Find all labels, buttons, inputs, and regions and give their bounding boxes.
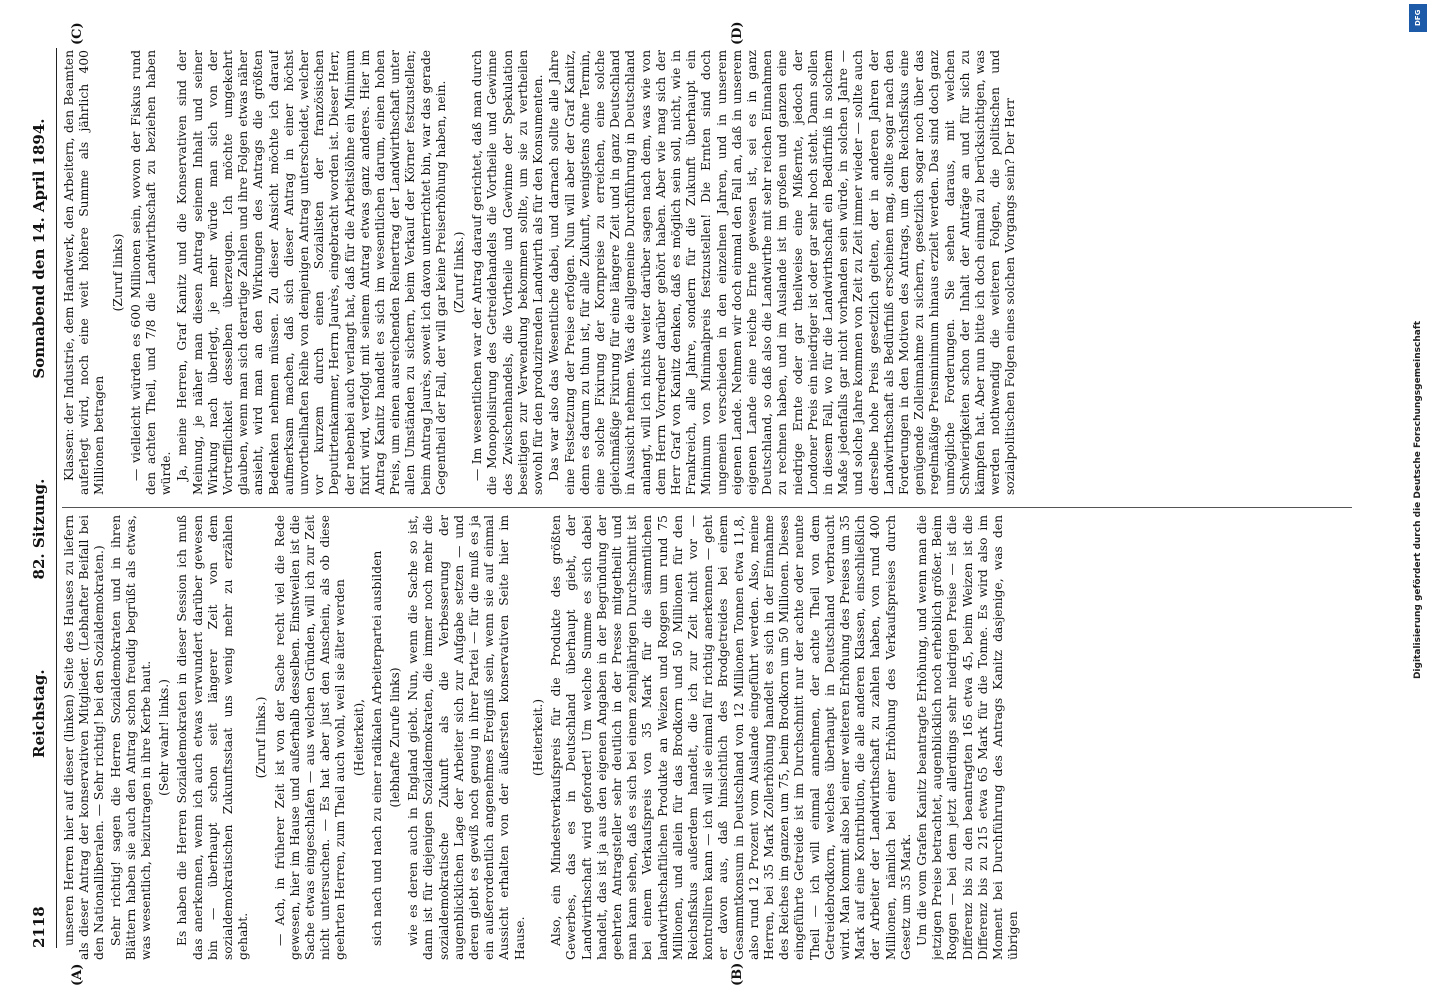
margin-marker-d: (D) xyxy=(730,21,745,45)
left-column-paragraph: — Ach, in früherer Zeit ist von der Sache recht viel die Rede gewesen, hier im Hause und außerhalb desselben. Einstweilen ist die Sache etwas eingeschlafen — aus welchen Gründen, will ich zur Zeit nicht untersuchen. — Es hat aber just den Anschein, als ob diese geehrten Herren, zum Theil auch wohl, weil sie älter werden xyxy=(272,515,348,960)
margin-marker-b: (B) xyxy=(730,962,745,986)
left-column-interjection: (Heiterkeit), xyxy=(351,698,366,777)
left-text-column xyxy=(62,515,1402,960)
left-column-paragraph: Sehr richtig! sagen die Herren Sozialdemokraten und in ihren Blättern haben sie auch den Antrag schon freudig begrüßt als etwas, was wesentlich, beizutragen in ihre Kerbe haut. xyxy=(108,515,154,960)
margin-marker-a: (A) xyxy=(70,963,85,986)
margin-marker-c: (C) xyxy=(70,22,85,45)
right-column-interjection: (Zuruf links) xyxy=(110,233,125,312)
left-column-interjection: (Zuruf links.) xyxy=(254,696,269,779)
column-divider xyxy=(62,507,1352,508)
left-column-paragraph: Um die vom Grafen Kanitz beantragte Erhöhung, und wenn man die jetzigen Preise betrachtet, augenblicklich noch erheblich größer. Beim Roggen — bei dem jetzt allerdings sehr niedrigen Preise — ist die Differenz bis zu den beantragten 165 etwa 45, beim Weizen ist die Differenz bis zu 215 etwa 65 Mark für die Tonne. Es wird also im Moment bei Durchführung des Antrags Kanitz dasjenige, was den übrigen xyxy=(914,515,1021,960)
dfg-logo-badge: DFG xyxy=(1409,4,1427,32)
header-date: Sonnabend den 14. April 1894. xyxy=(30,118,48,379)
left-column-paragraph: unseren Herren hier auf dieser (linken) Seite des Hauses zu liefern als dieser Antrag der konservativen Mitglieder. (Lebhafter Beifall bei den Nationalliberalen. — Sehr richtig! bei den Sozialdemokraten.) xyxy=(62,515,107,960)
header-rule xyxy=(56,48,57,948)
digitization-credit-text: Digitalisierung gefördert durch die Deutsche Forschungsgemeinschaft xyxy=(1413,320,1423,680)
right-column-paragraph: Klassen: der Industrie, dem Handwerk, den Arbeitern, den Beamten auferlegt wird, noch eine weit höhere Summe als jährlich 400 Millionen betragen xyxy=(62,50,107,495)
left-column-paragraph: wie es deren auch in England giebt. Nun, wenn die Sache so ist, dann ist für diejenigen Sozialdemokraten, die immer noch mehr die sozialdemokratische Zukunft als die Verbesserung der augenblicklichen Lage der Arbeiter sich zur Aufgabe setzen — und deren giebt es gewiß noch genug in ihrer Partei — für die muß es ja ein außerordentlich angenehmes Ereigniß sein, wenn sie auf einmal Aussicht erhalten von der äußersten konservativen Seite hier im Hause. xyxy=(406,515,527,960)
right-text-column xyxy=(62,50,1402,495)
left-column-interjection: (Sehr wahr! links.) xyxy=(157,679,172,796)
right-column-paragraph: — vielleicht würden es 600 Millionen sein, wovon der Fiskus rund den achten Theil, und 7/8 die Landwirthschaft zu beziehen haben würde. xyxy=(128,50,174,495)
header-session: 82. Sitzung. xyxy=(30,478,48,580)
left-column-interjection: (lebhafte Zurufe links) xyxy=(388,667,403,808)
right-column-interjection: (Zuruf links.) xyxy=(452,231,467,314)
left-column-paragraph: sich nach und nach zu einer radikalen Arbeiterpartei ausbilden xyxy=(369,550,384,946)
right-column-paragraph: Ja, meine Herren, Graf Kanitz und die Konservativen sind der Meinung, je näher man diesen Antrag seinem Inhalt und seiner Wirkung nach überlegt, je mehr würde man sich von der Vortrefflichkeit desselben überzeugen. Ich möchte umgekehrt glauben, wenn man sich derartige Zahlen und ihre Folgen etwas näher ansieht, wird man an den Wirkungen des Antrags die größten Bedenken nehmen müssen. Zu dieser Ansicht möchte ich darauf aufmerksam machen, daß sich dieser Antrag in einer höchst unvortheilhaften Reihe von demjenigen Antrag unterscheidet, welcher vor kurzem durch einen Sozialisten der französischen Deputirtenkammer, Herrn Jaurès, eingebracht worden ist. Dieser Herr, der nebenbei auch verlangt hat, daß für die Arbeitslöhne ein Minimum fixirt wird, verfolgt mit seinem Antrag etwas ganz anderes. Hier im Antrag Kanitz handelt es sich im wesentlichen darum, einen hohen Preis, um einen ausreichenden Reinertrag der Landwirthschaft unter allen Umständen zu sichern, beim Verkauf der Körner festzustellen; beim Antrag Jaurès, soweit ich davon unterrichtet bin, war das gerade Gegentheil der Fall, der will gar keine Preiserhöhung haben, nein. xyxy=(175,50,448,495)
page-number: 2118 xyxy=(30,906,48,948)
right-column-paragraph: Das war also das Wesentliche dabei, und darnach sollte alle Jahre eine Festsetzung der Preise erfolgen. Nun will aber der Graf Kanitz, denn es darum zu thun ist, für alle Zukunft, wenigstens ohne Termin, eine solche Fixirung der Kornpreise zu erreichen, eine solche gleichmäßige Fixirung für eine längere Zeit und in ganz Deutschland in Aussicht nehmen. Was die allgemeine Durchführung in Deutschland anlangt, will ich nichts weiter darüber sagen nach dem, was wie von dem Herrn Vorredner darüber gehört haben. Aber wie mag sich der Herr Graf von Kanitz denken, daß es möglich sein soll, nicht, wie in Frankreich, alle Jahre, sondern für die Zukunft überhaupt ein Minimum von Minimalpreis festzustellen! Die Ernten sind doch ungemein verschieden in den einzelnen Jahren, und in unserem eigenen Lande. Nehmen wir doch einmal den Fall an, daß in unserem eigenen Lande eine reiche Ernte gewesen ist, sei es in ganz Deutschland, so daß also die Landwirthe mit sehr reichen Einnahmen zu rechnen haben, und im Auslande ist im großen und ganzen eine niedrige Ernte oder gar theilweise eine Mißernte, jedoch der Londoner Preis ein niedriger ist oder gar sehr hoch steht. Dann sollen in diesem Fall, wo für die Landwirthschaft ein Bedürfniß in solchem Maße jedenfalls gar nicht vorhanden sein würde, in solchen Jahre — und solche Jahre kommen von Zeit zu Zeit immer wieder — sollte auch derselbe hohe Preis gesetzlich gelten, der in anderen Jahren der Landwirthschaft als Bedürfniß erscheinen mag, sollte sogar nach den Forderungen in den Motiven des Antrags, um dem Reichsfiskus eine genügende Zolleinnahme zu sichern, gesetzlich sogar noch über das regelmäßige Preisminimum hinaus erzielt werden. Das sind doch ganz unmögliche Forderungen. Sie sehen daraus, mit welchen Schwierigkeiten schon der Inhalt der Anträge an und für sich zu kämpfen hat. Aber nun bitte ich doch einmal zu berücksichtigen, was werden nothwendig die weiteren Folgen, die politischen und sozialpolitischen Folgen eines solchen Vorgangs sein? Der Herr xyxy=(547,50,1018,495)
left-column-paragraph: Also, ein Mindestverkaufspreis für die Produkte des größten Gewerbes, das es in Deutschland überhaupt giebt, der Landwirthschaft wird gefordert! Um welche Summe es sich dabei handelt, das ist ja aus den eigenen Angaben in der Begründung der geehrten Antragsteller sehr deutlich in der Presse mitgetheilt und man kann sehen, daß es sich bei einem zehnjährigen Durchschnitt ist bei einem Verkaufspreis von 35 Mark für die sämmtlichen landwirthschaftlichen Produkte an Weizen und Roggen um rund 75 Millionen, und allein für das Brodkorn und 50 Millionen für den Reichsfiskus außerdem handelt, die ich zur Zeit nicht vor — kontrolliren kann — ich will sie einmal für richtig anerkennen — geht er davon aus, daß hinsichtlich des Brodgetreides bei einem Gesammtkonsum in Deutschland von 12 Millionen Tonnen etwa 11,8, also rund 12 Prozent vom Auslande eingeführt werden. Also, meine Herren, bei 35 Mark Zollerhöhung handelt es sich in der Einnahme des Reiches im ganzen um 75, beim Brodkorn um 50 Millionen. Dieses eingeführte Getreide ist im Durchschnitt nur der achte oder neunte Theil — ich will einmal annehmen, der achte Theil von dem Getreidebrodkorn, welches überhaupt in Deutschland verbraucht wird. Man kommt also bei einer weiteren Erhöhung des Preises um 35 Mark auf eine Kontribution, die alle anderen Klassen, einschließlich der Arbeiter der Landwirthschaft zu zahlen haben, von rund 400 Millionen, nämlich bei einer Erhöhung des Verkaufspreises durch Gesetz um 35 Mark. xyxy=(549,515,913,960)
left-column-interjection: (Heiterkeit.) xyxy=(530,698,545,777)
header-left-title: Reichstag. xyxy=(30,669,48,758)
right-column-paragraph: — Im wesentlichen war der Antrag darauf gerichtet, daß man durch die Monopolisirung des Getreidehandels die Vortheile und Gewinne des Zwischenhandels, die Vortheile und Gewinne der Spekulation beseitigen zur Verwendung bekommen sollte, um sie zu vertheilen sowohl für den produzirenden Landwirth als für den Konsumenten. xyxy=(470,50,546,495)
left-column-paragraph: Es haben die Herren Sozialdemokraten in dieser Session ich muß das anerkennen, wenn ich auch etwas verwundert darüber gewesen bin — überhaupt schon seit längerer Zeit von dem sozialdemokratischen Zukunftsstaat uns wenig mehr zu erzählen gehabt. xyxy=(175,515,251,960)
digitization-credit xyxy=(1408,8,1428,992)
page-header xyxy=(30,48,54,948)
